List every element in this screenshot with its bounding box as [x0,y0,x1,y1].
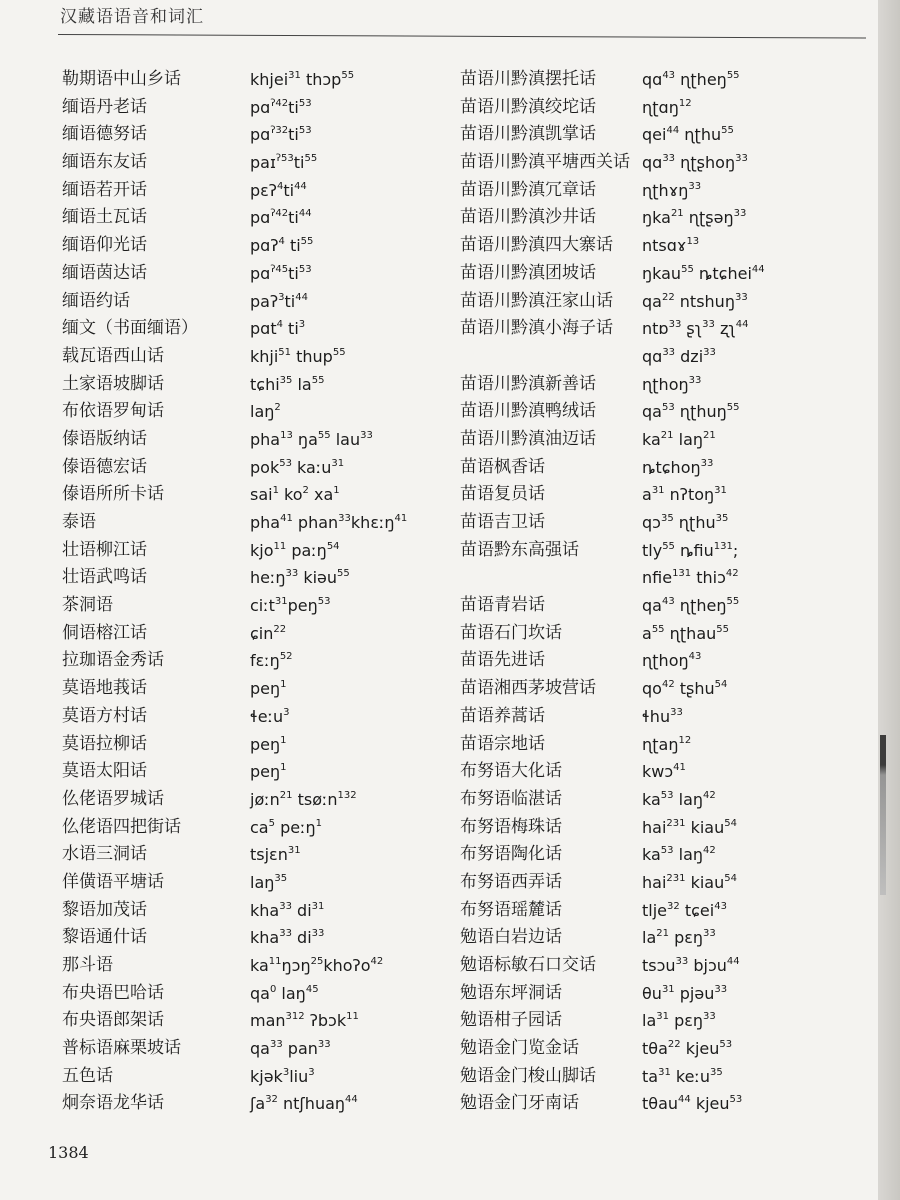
phonetic-form: $qa^0$ laŋ$^{45}$ [250,983,319,1003]
phonetic-form: $qa^{22}$ ntshuŋ$^{33}$ [642,291,748,311]
dialect-name: 缅文（书面缅语） [62,318,198,339]
dialect-name: 苗语川黔滇油迈话 [460,428,596,449]
dialect-name: 勉语标敏石口交话 [460,955,596,975]
phonetic-form: $ta^{31}$ keːu$^{35}$ [642,1066,723,1086]
phonetic-form: $la^{31}$ pɛŋ$^{33}$ [642,1011,716,1031]
dialect-name: 侗语榕江话 [62,622,147,643]
dialect-name: 炯奈语龙华话 [62,1093,164,1114]
dialect-name: 苗语川黔滇汪家山话 [460,290,613,311]
dialect-name: 泰语 [62,512,96,532]
dialect-name: 缅语茵达话 [62,262,147,283]
dialect-name: 佯僙语平塘话 [62,871,164,892]
phonetic-form: $qa^{43}$ ɳʈheŋ$^{55}$ [642,596,740,616]
phonetic-form: ntsɑɤ$^{13}$ [642,236,700,256]
phonetic-form: kha$^{33}$ $di^{31}$ [250,900,325,920]
dialect-name: 苗语石门坎话 [460,622,562,643]
phonetic-form: khjei$^{31}$ thɔp$^{55}$ [250,70,355,89]
dialect-name: 苗语川黔滇团坡话 [460,262,596,283]
phonetic-form: ŋka$^{21}$ ɳʈʂəŋ$^{33}$ [642,208,747,228]
dialect-name: 拉珈语金秀话 [62,650,164,671]
phonetic-form: ɳʈhɤŋ$^{33}$ [642,180,702,200]
phonetic-form: ɬeːu$^3$ [250,706,290,726]
phonetic-form: nfie$^{131}$ thiɔ$^{42}$ [642,568,739,588]
phonetic-form: tθa$^{22}$ kjeu$^{53}$ [642,1039,733,1059]
phonetic-form: sai$^1$ $ko^2$ $xa^1$ [250,485,340,505]
running-header: 汉藏语语音和词汇 [60,7,204,27]
dialect-name: 苗语川黔滇摆托话 [460,69,596,89]
dialect-name: 普标语麻栗坡话 [62,1038,181,1059]
dialect-name: 茶洞语 [62,595,113,616]
dialect-name: 缅语土瓦话 [62,207,147,228]
phonetic-form: ntɒ$^{33}$ ʂʅ$^{33}$ ʐʅ$^{44}$ [642,319,749,339]
phonetic-form: tlje$^{32}$ tɕei$^{43}$ [642,900,727,920]
dialect-name: 土家语坡脚话 [62,373,164,394]
phonetic-form: $qo^{42}$ tʂhu$^{54}$ [642,679,728,699]
dialect-name: 布央语郎架话 [62,1010,164,1031]
phonetic-form: qɔ$^{35}$ ɳʈhu$^{35}$ [642,513,729,532]
phonetic-form: jøːn$^{21}$ tsøːn$^{132}$ [250,789,357,809]
phonetic-form: pha$^{41}$ phan$^{33}$khɛːŋ$^{41}$ [250,513,408,532]
dialect-name: 苗语养蒿话 [460,705,545,726]
dialect-name: 布依语罗甸话 [62,401,164,422]
phonetic-form: tɕhi$^{35}$ $la^{55}$ [250,374,325,394]
phonetic-form: peŋ$^1$ [250,679,287,699]
dialect-name: 布努语瑶麓话 [460,899,562,920]
phonetic-form: ȵtɕhoŋ$^{33}$ [642,457,714,477]
phonetic-form: $qa^{53}$ ɳʈhuŋ$^{55}$ [642,402,740,422]
phonetic-form: khji$^{51}$ thup$^{55}$ [250,346,346,366]
dialect-name: 勉语柑子园话 [460,1010,562,1031]
phonetic-form: ŋkau$^{55}$ ȵtɕhei$^{44}$ [642,263,765,283]
phonetic-form: $paɪ^{ʔ53}ti^{55}$ [250,153,318,173]
dialect-name: 勉语白岩边话 [460,927,562,948]
phonetic-form: hai$^{231}$ kiau$^{54}$ [642,817,737,837]
dialect-name: 缅语丹老话 [62,96,147,117]
phonetic-form: peŋ$^1$ [250,762,287,782]
dialect-name: 莫语地莪话 [62,678,147,699]
dialect-name: 莫语太阳话 [62,761,147,782]
phonetic-form: $qa^{33}$ pan$^{33}$ [250,1039,331,1059]
dialect-name: 仫佬语四把街话 [62,816,181,837]
dialect-name: 苗语青岩话 [460,595,545,616]
phonetic-form: tly$^{55}$ ȵfiu$^{131}$; [642,540,739,560]
book-gutter [878,0,900,1200]
phonetic-form: $pɑ^{ʔ45}ti^{53}$ [250,263,312,283]
dialect-name: 莫语拉柳话 [62,733,147,754]
phonetic-form: $ka^{53}$ laŋ$^{42}$ [642,789,716,809]
dialect-name: 苗语川黔滇鸭绒话 [460,401,596,422]
phonetic-form: ɳʈaŋ$^{12}$ [642,734,692,754]
dialect-name: 布努语陶化话 [460,844,562,865]
phonetic-form: ɳʈɑŋ$^{12}$ [642,97,692,117]
phonetic-form: $paʔ^3ti^{44}$ [250,291,308,311]
phonetic-form: ciːt$^{31}$peŋ$^{53}$ [250,596,331,616]
phonetic-form: $pɛʔ^4ti^{44}$ [250,180,307,200]
phonetic-form: kha$^{33}$ $di^{33}$ [250,928,325,948]
phonetic-form: pɑt$^4$ $ti^3$ [250,319,306,339]
dialect-name: 苗语川黔滇小海子话 [460,318,613,339]
dialect-name: 缅语德努话 [62,124,147,145]
phonetic-form: laŋ$^{35}$ [250,872,288,892]
dialect-name: 傣语所所卡话 [62,484,164,505]
phonetic-form: qɑ$^{43}$ ɳʈheŋ$^{55}$ [642,70,740,89]
phonetic-form: pha$^{13}$ $ŋa^{55}$ lau$^{33}$ [250,429,373,449]
phonetic-form: hai$^{231}$ kiau$^{54}$ [642,872,737,892]
dialect-name: 苗语湘西茅坡营话 [460,678,596,699]
phonetic-form: ɳʈhoŋ$^{43}$ [642,651,702,671]
header-rule [58,34,866,39]
phonetic-form: $ka^{21}$ laŋ$^{21}$ [642,429,716,449]
phonetic-form: ɕin$^{22}$ [250,623,287,643]
phonetic-form: man$^{312}$ ʔbɔk$^{11}$ [250,1011,359,1031]
dialect-name: 布努语西弄话 [460,871,562,892]
phonetic-form: $la^{21}$ pɛŋ$^{33}$ [642,928,716,948]
phonetic-form: pɑʔ$^4$ $ti^{55}$ [250,236,314,256]
phonetic-form: $ka^{53}$ laŋ$^{42}$ [642,845,716,865]
phonetic-form: $pɑ^{ʔ42}ti^{53}$ [250,97,312,117]
dialect-name: 缅语东友话 [62,152,147,173]
dialect-name: 勉语金门牙南话 [460,1093,579,1114]
dialect-name: 莫语方村话 [62,705,147,726]
dialect-name: 那斗语 [62,955,113,975]
dialect-name: 壮语武鸣话 [62,567,147,588]
dialect-name: 勉语金门梭山脚话 [460,1065,596,1086]
dialect-name: 缅语约话 [62,290,130,311]
phonetic-form: $a^{55}$ ɳʈhau$^{55}$ [642,623,729,643]
dialect-name: 苗语川黔滇平塘西关话 [460,152,630,173]
dialect-name: 傣语德宏话 [62,456,147,477]
phonetic-form: pok$^{53}$ kaːu$^{31}$ [250,457,345,477]
dialect-name: 苗语枫香话 [460,456,545,477]
dialect-name: 布央语巴哈话 [62,982,164,1003]
phonetic-form: peŋ$^1$ [250,734,287,754]
dialect-name: 苗语吉卫话 [460,512,545,532]
phonetic-form: tθau$^{44}$ kjeu$^{53}$ [642,1094,743,1114]
phonetic-form: kjo$^{11}$ paːŋ$^{54}$ [250,540,340,560]
dialect-name: 苗语宗地话 [460,733,545,754]
dialect-name: 傣语版纳话 [62,428,147,449]
phonetic-form: $pɑ^{ʔ42}ti^{44}$ [250,208,312,228]
phonetic-form: ʃa$^{32}$ ntʃhuaŋ$^{44}$ [250,1094,358,1114]
phonetic-form: qɑ$^{33}$ ɳʈʂhoŋ$^{33}$ [642,153,748,173]
phonetic-form: tsɔu$^{33}$ bjɔu$^{44}$ [642,956,740,975]
dialect-name: 布努语梅珠话 [460,816,562,837]
phonetic-form: qei$^{44}$ ɳʈhu$^{55}$ [642,125,734,145]
dialect-name: 勒期语中山乡话 [62,69,181,89]
dialect-name: 苗语川黔滇凯掌话 [460,124,596,145]
phonetic-form: kjək$^3$liu$^3$ [250,1066,315,1086]
phonetic-form: ɳʈhoŋ$^{33}$ [642,374,702,394]
dialect-name: 载瓦语西山话 [62,345,164,366]
dialect-name: 布努语临湛话 [460,788,562,809]
dialect-name: 缅语若开话 [62,179,147,200]
phonetic-form: ɬhu$^{33}$ [642,706,683,726]
dialect-name: 勉语金门览金话 [460,1038,579,1059]
dialect-name: 黎语通什话 [62,927,147,948]
phonetic-form: $pɑ^{ʔ32}ti^{53}$ [250,125,312,145]
entry-columns [62,66,872,1114]
page-number: 1384 [48,1143,89,1162]
phonetic-form: fɛːŋ$^{52}$ [250,651,293,671]
dialect-name: 缅语仰光话 [62,235,147,256]
dialect-name: 黎语加茂话 [62,899,147,920]
dialect-name: 苗语复员话 [460,484,545,505]
dialect-name: 苗语川黔滇沙井话 [460,207,596,228]
dialect-name: 苗语川黔滇四大寨话 [460,235,613,256]
dialect-name: 苗语先进话 [460,650,545,671]
phonetic-form: kwɔ$^{41}$ [642,762,686,782]
phonetic-form: $a^{31}$ nʔtoŋ$^{31}$ [642,485,727,505]
phonetic-form: qɑ$^{33}$ dzi$^{33}$ [642,346,716,366]
phonetic-form: $ca^5$ peːŋ$^1$ [250,817,322,837]
spine-edge-mark [880,735,886,895]
dialect-name: 苗语川黔滇绞坨话 [460,96,596,117]
dialect-name: 五色话 [62,1065,113,1086]
dialect-name: 苗语川黔滇新善话 [460,373,596,394]
dialect-name: 苗语川黔滇冗章话 [460,179,596,200]
dialect-name: 苗语黔东高强话 [460,539,579,560]
phonetic-form: $ka^{11}ŋɔŋ^{25}khoʔo^{42}$ [250,956,384,975]
phonetic-form: $\theta u^{31}$ pjəu$^{33}$ [642,983,728,1003]
dialect-name: 壮语柳江话 [62,539,147,560]
phonetic-form: tsjɛn$^{31}$ [250,845,301,865]
phonetic-form: laŋ$^2$ [250,402,281,422]
dialect-name: 水语三洞话 [62,844,147,865]
phonetic-form: heːŋ$^{33}$ kiəu$^{55}$ [250,568,350,588]
dialect-name: 仫佬语罗城话 [62,788,164,809]
dialect-name: 勉语东坪洞话 [460,982,562,1003]
dialect-name: 布努语大化话 [460,761,562,782]
